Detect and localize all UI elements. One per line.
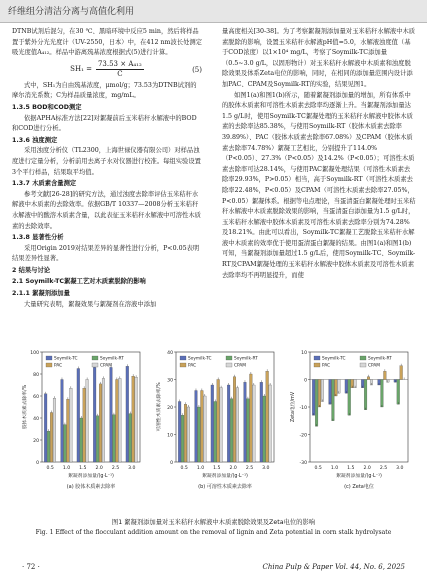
- legend-label: Soymilk-RT: [234, 356, 258, 362]
- x-tick-label: 1.5: [79, 466, 87, 471]
- bar: [329, 380, 332, 405]
- bar: [129, 414, 132, 462]
- y-axis-label: 可溶性木质素去除率/%: [157, 382, 162, 432]
- bar: [263, 396, 266, 462]
- paragraph: DTNB试剂后混匀，在30 ℃、黑暗环境中反应5 min，然后将样品置于紫外分光光度计（UV-2550，日本）中，在412 nm波长处测定吸光度值A₄₁₂。样品中游离巯基浓度根据式(5)进行计算。: [12, 28, 203, 57]
- bar: [367, 377, 370, 380]
- legend-swatch: [314, 363, 320, 367]
- x-tick-label: 3.0: [396, 466, 404, 471]
- section-heading: 1.3.6 浊度测定: [12, 136, 58, 144]
- left-column: [12, 27, 202, 310]
- bar: [244, 382, 247, 462]
- right-column: [222, 27, 416, 281]
- bar: [250, 374, 253, 462]
- section-heading: 1.3.7 木质素含量测定: [12, 180, 77, 188]
- x-tick-label: 0.5: [180, 466, 188, 471]
- bar: [345, 380, 348, 394]
- journal-citation: China Pulp & Paper Vol. 44, No. 6, 2025: [262, 563, 405, 571]
- bar: [397, 380, 400, 405]
- legend-label: Soymilk-TC: [322, 356, 346, 362]
- bar: [116, 380, 119, 463]
- bar: [381, 380, 384, 408]
- x-tick-label: 3.0: [262, 466, 270, 471]
- legend-label: CPAM: [100, 363, 112, 369]
- x-axis-label: 絮凝剂添加量/(g·L⁻¹): [336, 474, 382, 479]
- paragraph: 参考文献[26-28]的研究方法，通过浊度去除率评估玉米秸秆水解液中木质素的去除效率。依据GB/T 10337—2008分析玉米秸秆水解液中的酸溶木质素含量，以此表征玉米秸秆水解液中可溶性木质素的去除效率。: [12, 190, 201, 230]
- legend-swatch: [180, 363, 186, 367]
- y-axis-label: 胶体木质素去除率/%: [23, 384, 28, 430]
- bar: [86, 380, 89, 463]
- y-tick-label: 20: [167, 406, 173, 411]
- legend-label: CPAM: [368, 363, 380, 369]
- page-number: · 72 ·: [22, 563, 40, 571]
- legend-swatch: [92, 356, 98, 360]
- bar: [44, 394, 47, 462]
- journal-header-bar: [0, 0, 427, 23]
- bar: [53, 398, 56, 462]
- section-title: 纤维组分清洁分离与高值化利用: [8, 7, 135, 17]
- bar: [61, 380, 64, 463]
- bar: [118, 378, 121, 462]
- bar: [77, 369, 80, 463]
- section-heading: 1.3.5 BOD和COD测定: [12, 103, 82, 111]
- bar: [217, 380, 220, 463]
- bar: [110, 367, 113, 462]
- x-tick-label: 1.5: [213, 466, 221, 471]
- bar: [269, 385, 272, 462]
- legend-label: Soymilk-RT: [100, 356, 124, 362]
- x-tick-label: 1.0: [330, 466, 339, 471]
- legend-label: Soymilk-TC: [188, 356, 212, 362]
- bar: [335, 380, 338, 397]
- bar: [96, 416, 99, 462]
- x-tick-label: 1.5: [347, 466, 355, 471]
- y-tick-label: 10: [167, 433, 173, 439]
- legend-label: CPAM: [234, 363, 246, 369]
- bar: [99, 384, 102, 462]
- bar: [187, 407, 190, 462]
- bar: [64, 425, 67, 462]
- bar: [198, 407, 201, 462]
- x-axis-label: 絮凝剂添加量/(g·L⁻¹): [202, 474, 248, 479]
- bar: [47, 431, 50, 462]
- bar: [233, 377, 236, 462]
- bar: [184, 404, 187, 462]
- bar: [332, 380, 335, 421]
- x-tick-label: 0.5: [314, 466, 322, 471]
- x-tick-label: 2.0: [95, 466, 103, 471]
- y-tick-label: 0: [304, 378, 307, 384]
- legend-label: PAC: [54, 363, 63, 369]
- bar: [50, 413, 53, 463]
- bar: [312, 380, 315, 416]
- legend-swatch: [92, 363, 98, 367]
- section-heading: 1.3.8 显著性分析: [12, 234, 64, 242]
- bar: [252, 385, 255, 462]
- bar: [203, 396, 206, 462]
- figure-caption-cn: 图1 絮凝剂添加量对玉米秸秆水解液中木质素脱除效果及Zeta电位的影响: [111, 519, 316, 526]
- bar: [102, 378, 105, 462]
- bar: [315, 380, 318, 427]
- bar: [132, 376, 135, 462]
- legend-label: Soymilk-TC: [54, 356, 78, 362]
- bar: [337, 380, 340, 394]
- section-heading: 2.1 Soymilk-TC絮凝工艺对木质素脱除的影响: [12, 278, 146, 286]
- y-tick-label: -30: [299, 461, 307, 466]
- y-tick-label: 0: [36, 461, 39, 466]
- bar: [266, 371, 269, 462]
- paragraph: 依据APHA标准方法[22]对絮凝前后玉米秸秆水解液中的BOD和COD进行分析。: [12, 114, 197, 133]
- legend-label: Soymilk-RT: [368, 356, 392, 362]
- bar: [93, 367, 96, 462]
- paragraph: 采用Origin 2019对结果差异的显著性进行分析，P<0.05表明结果差异性显著。: [12, 244, 200, 263]
- y-tick-label: 40: [167, 351, 173, 356]
- x-tick-label: 0.5: [46, 466, 54, 471]
- bar: [67, 399, 70, 462]
- x-tick-label: 2.5: [245, 466, 254, 471]
- y-tick-label: 0: [170, 461, 173, 466]
- bar: [83, 388, 86, 462]
- x-tick-label: 1.0: [62, 466, 71, 471]
- subplot-caption: (c) Zeta电位: [344, 484, 374, 490]
- y-tick-label: 30: [167, 378, 173, 384]
- paragraph: 式中，SH₁为自由巯基浓度，μmol/g；73.53为DTNB试剂的摩尔消光系数；C为样品质量浓度，mg/mL。: [12, 81, 197, 100]
- y-tick-label: 10: [301, 351, 307, 356]
- formula-5: [12, 59, 202, 81]
- x-tick-label: 3.0: [128, 466, 136, 471]
- bar: [178, 402, 181, 463]
- legend-swatch: [360, 356, 366, 360]
- x-tick-label: 2.5: [379, 466, 388, 471]
- x-tick-label: 2.0: [229, 466, 237, 471]
- legend-swatch: [226, 363, 232, 367]
- bar: [220, 388, 223, 462]
- paragraph: 量高度相关[30-38]。为了考察絮凝剂添加量对玉米秸秆水解液中木质素脱除的影响，设置玉米秸秆水解液pH值=5.0，水解液浊度值（基于COD浓度）以1×10⁴ mg/L，考察了Soymilk-TC添加量（0.5~3.0 g/L，以固形物计）对玉米秸秆水解液中木质素和浊度脱除效果及体系Zeta电位的影响，同时，在相同的添加量范围内设计添加PAC、CPAM及Soymilk-RT的实验，结果见图1。: [222, 28, 416, 88]
- bar: [181, 415, 184, 462]
- x-tick-label: 2.5: [111, 466, 120, 471]
- legend-label: PAC: [188, 363, 197, 369]
- y-axis-label: Zeta电位/mV: [291, 391, 296, 423]
- bar: [201, 391, 204, 463]
- subplot-caption: (b) 可溶性木质素去除率: [198, 484, 252, 490]
- formula-denominator: C: [117, 70, 123, 79]
- formula-fraction: [96, 60, 144, 79]
- legend-label: PAC: [322, 363, 331, 369]
- y-tick-label: -10: [299, 406, 307, 411]
- formula-left: SH₁ =: [70, 65, 92, 74]
- bar: [348, 380, 351, 416]
- bar: [195, 391, 198, 463]
- x-tick-label: 1.0: [196, 466, 205, 471]
- legend-swatch: [180, 356, 186, 360]
- formula-numerator: 73.53 × A₄₁₂: [97, 60, 142, 69]
- paragraph: 大量研究表明，絮凝效果与絮凝剂在溶液中添加: [24, 300, 157, 308]
- figure-caption-en: Fig. 1 Effect of the flocculant addition amount on the removal of lignin and Zeta potential in corn stalk hydrolysate: [35, 529, 392, 536]
- bar: [384, 371, 387, 379]
- legend-swatch: [360, 363, 366, 367]
- y-tick-label: 100: [30, 351, 39, 356]
- section-heading: 2.1.1 絮凝剂添加量: [12, 290, 70, 298]
- bar: [113, 415, 116, 462]
- bar: [236, 388, 239, 462]
- formula-number: (5): [192, 65, 202, 74]
- section-heading: 2 结果与讨论: [12, 266, 51, 274]
- subplot-caption: (a) 胶体木质素去除率: [66, 484, 116, 490]
- bar: [227, 385, 230, 462]
- legend-swatch: [46, 363, 52, 367]
- y-tick-label: -20: [299, 433, 307, 439]
- bar: [260, 382, 263, 462]
- legend-swatch: [46, 356, 52, 360]
- bar: [211, 385, 214, 462]
- bar: [135, 377, 138, 462]
- bar: [126, 366, 129, 462]
- bar: [321, 380, 324, 402]
- bar: [80, 418, 83, 462]
- bar: [364, 380, 367, 410]
- bar: [400, 366, 403, 380]
- bar: [247, 399, 250, 462]
- x-tick-label: 2.0: [363, 466, 371, 471]
- bar: [230, 399, 233, 462]
- paragraph: 采用浊度分析仪（TL2300，上海世禄仪器有限公司）对样品浊度进行定量分析，分析前用去离子水对仪器进行校准。每组实验设置3个平行样品，结果取平均值。: [12, 147, 201, 176]
- bar: [214, 402, 217, 463]
- y-tick-label: 20: [33, 439, 39, 444]
- paragraph: 如图1(a)和图1(b)所示，随着絮凝剂添加量的增加，所有体系中的胶体木质素和可溶性木质素去除率均逐渐上升。当絮凝剂添加量达1.5 g/L时，使用Soymilk-TC絮凝处理的玉米秸秆水解液中胶体木质素的去除率达85.38%，与使用Soymilk-RT（胶体木质素去除率39.89%）、PAC（胶体木质素去除率67.08%）及CPAM（胶体木质素去除率74.78%）絮凝工艺相比，分别提升了114.0%（P<0.05）、27.3%（P<0.05）及14.2%（P<0.05）；可溶性木质素去除率可达28.14%，与使用PAC絮凝处理结果（可溶性木质素去除率29.93%，P>0.05）相当，高于Soymilk-RT（可溶性木质素去除率22.48%，P<0.05）及CPAM（可溶性木质素去除率27.05%，P<0.05）絮凝体系。根据等电点理论，当蛋清蛋白絮凝处理时玉米秸秆水解液中木质素脱除效果的影响，当蛋清蛋白添加量为1.5 g/L时，玉米秸秆水解液中胶体木质素及可溶性木质素去除率分别为74.28%及18.21%。由此可以看出，Soymilk-TC絮凝工艺脱除玉米秸秆水解液中木质素的效率优于使用蛋清蛋白絮凝的结果。由图1(a)和图1(b)可知，当絮凝剂添加量超过1.5 g/L后，使用Soymilk-TC、Soymilk-RT及CPAM絮凝处理的玉米秸秆水解液中胶体木质素及可溶性木质素去除率均不再明显提升，而使: [222, 91, 416, 279]
- y-tick-label: 40: [33, 417, 39, 422]
- bar: [318, 380, 321, 408]
- legend-swatch: [226, 356, 232, 360]
- x-axis-label: 絮凝剂添加量/(g·L⁻¹): [68, 474, 114, 479]
- y-tick-label: 80: [33, 373, 39, 378]
- bar: [69, 388, 72, 462]
- legend-swatch: [314, 356, 320, 360]
- y-tick-label: 60: [33, 395, 39, 400]
- figure-1: [14, 338, 414, 515]
